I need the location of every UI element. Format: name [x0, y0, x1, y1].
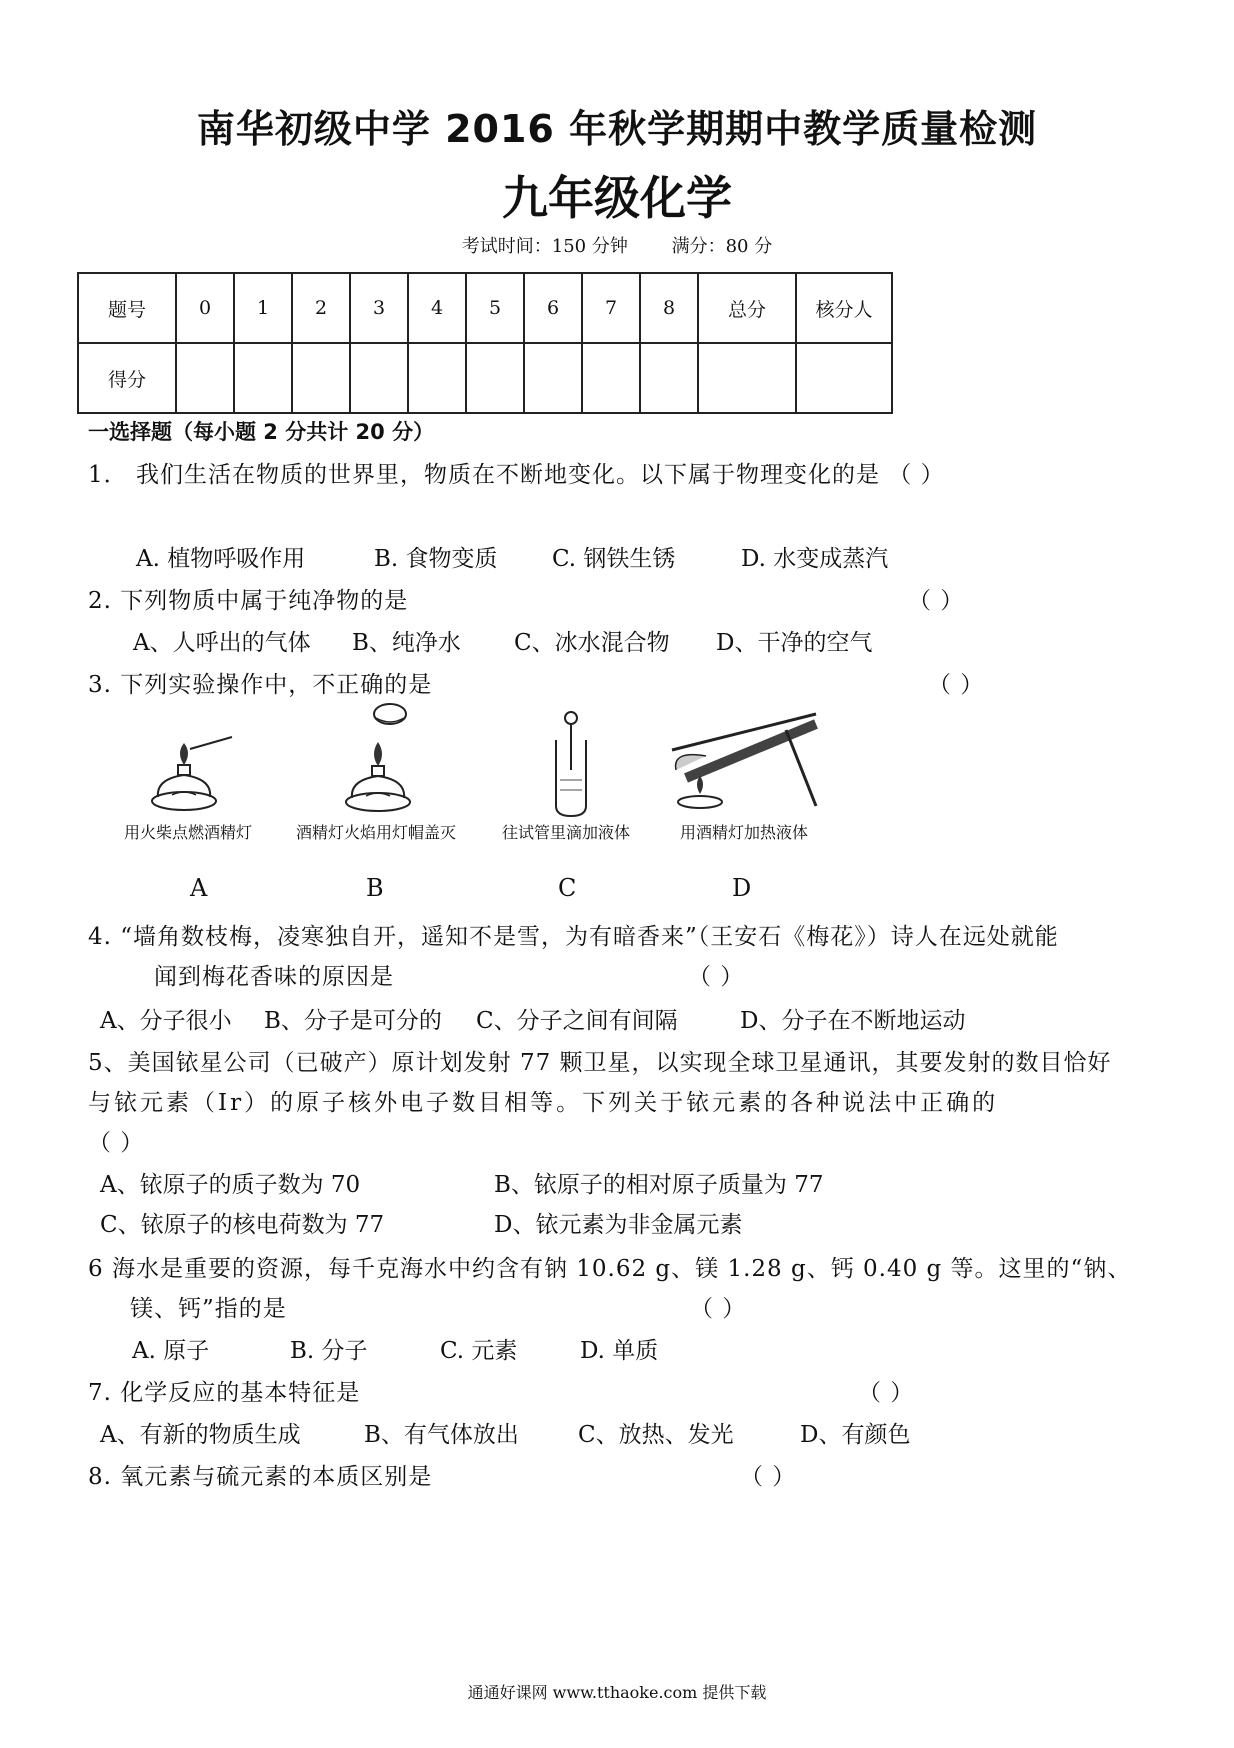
heating-liquid-illustration	[666, 710, 826, 815]
score-cell: 6	[524, 273, 582, 343]
score-cell: 5	[466, 273, 524, 343]
q1-option-a: A. 植物呼吸作用	[136, 546, 306, 572]
score-cell: 3	[350, 273, 408, 343]
q3-caption-d: 用酒精灯加热液体	[680, 823, 809, 842]
score-input-cell[interactable]	[640, 343, 698, 413]
q4-option-b: B、分子是可分的	[264, 1008, 442, 1034]
alcohol-lamp-match-illustration	[144, 735, 244, 815]
score-input-cell[interactable]	[292, 343, 350, 413]
q1-option-b: B. 食物变质	[374, 546, 498, 572]
exam-time: 考试时间：150 分钟	[461, 236, 628, 257]
q5-option-c: C、铱原子的核电荷数为 77	[100, 1212, 385, 1238]
q3-label-c: C	[558, 874, 577, 902]
q5-answer-bracket: （ ）	[88, 1130, 145, 1156]
question-4: 4. “墙角数枝梅，凌寒独自开，遥知不是雪，为有暗香来”（王安石《梅花》）诗人在远处就能	[88, 924, 1059, 950]
q4-option-d: D、分子在不断地运动	[740, 1008, 966, 1034]
score-input-cell[interactable]	[466, 343, 524, 413]
q2-option-c: C、冰水混合物	[514, 630, 670, 656]
question-1: 1． 我们生活在物质的世界里，物质在不断地变化。以下属于物理变化的是 （ ）	[88, 462, 945, 488]
score-cell: 得分	[78, 343, 176, 413]
score-input-cell[interactable]	[176, 343, 234, 413]
question-5: 5、美国铱星公司（已破产）原计划发射 77 颗卫星，以实现全球卫星通讯，其要发射的数目恰好	[88, 1050, 1112, 1076]
question-6: 6 海水是重要的资源，每千克海水中约含有钠 10.62 g、镁 1.28 g、钙 0.40 g 等。这里的“钠、	[88, 1256, 1132, 1282]
lamp-cap-illustration	[332, 702, 432, 817]
footer-source: 通通好课网 www.tthaoke.com 提供下载	[467, 1683, 767, 1702]
score-cell: 4	[408, 273, 466, 343]
score-cell: 核分人	[796, 273, 892, 343]
q4-option-c: C、分子之间有间隔	[476, 1008, 678, 1034]
q3-answer-bracket: （ ）	[928, 672, 985, 698]
score-input-cell[interactable]	[796, 343, 892, 413]
score-input-cell[interactable]	[234, 343, 292, 413]
q7-answer-bracket: （ ）	[858, 1380, 915, 1406]
score-input-cell[interactable]	[350, 343, 408, 413]
q7-option-d: D、有颜色	[800, 1422, 911, 1448]
q4-answer-bracket: （ ）	[688, 964, 745, 990]
q8-answer-bracket: （ ）	[740, 1464, 797, 1490]
q2-option-a: A、人呼出的气体	[133, 630, 311, 656]
q7-option-b: B、有气体放出	[364, 1422, 519, 1448]
q5-option-a: A、铱原子的质子数为 70	[100, 1172, 361, 1198]
q4-option-a: A、分子很小	[100, 1008, 232, 1034]
q6-option-a: A. 原子	[132, 1338, 210, 1364]
q6-answer-bracket: （ ）	[690, 1296, 747, 1322]
test-tube-dropper-illustration	[546, 710, 596, 820]
score-input-cell[interactable]	[524, 343, 582, 413]
q3-label-b: B	[366, 874, 384, 902]
score-cell: 1	[234, 273, 292, 343]
q5-option-b: B、铱原子的相对原子质量为 77	[494, 1172, 824, 1198]
q2-answer-bracket: （ ）	[908, 588, 965, 614]
question-3: 3. 下列实验操作中，不正确的是	[88, 672, 433, 698]
q6-option-d: D. 单质	[580, 1338, 659, 1364]
exam-title: 南华初级中学 2016 年秋学期期中教学质量检测	[196, 107, 1038, 151]
q3-caption-a: 用火柴点燃酒精灯	[124, 823, 253, 842]
section-heading: 一选择题（每小题 2 分共计 20 分）	[88, 420, 435, 444]
score-table-header-row	[78, 273, 892, 343]
q2-option-b: B、纯净水	[352, 630, 461, 656]
score-cell: 题号	[78, 273, 176, 343]
question-2: 2. 下列物质中属于纯净物的是	[88, 588, 409, 614]
score-cell: 8	[640, 273, 698, 343]
q1-option-c: C. 钢铁生锈	[552, 546, 676, 572]
q3-label-d: D	[732, 874, 752, 902]
question-7: 7. 化学反应的基本特征是	[88, 1380, 361, 1406]
score-table	[77, 272, 893, 414]
q3-caption-c: 往试管里滴加液体	[502, 823, 631, 842]
q3-label-a: A	[190, 874, 208, 902]
full-score: 满分：80 分	[671, 236, 773, 257]
exam-subtitle: 九年级化学	[502, 171, 732, 225]
score-cell: 7	[582, 273, 640, 343]
q2-option-d: D、干净的空气	[716, 630, 873, 656]
score-cell: 0	[176, 273, 234, 343]
score-input-cell[interactable]	[582, 343, 640, 413]
q5-option-d: D、铱元素为非金属元素	[494, 1212, 743, 1238]
q7-option-c: C、放热、发光	[578, 1422, 734, 1448]
exam-meta	[0, 232, 1234, 258]
q1-option-d: D. 水变成蒸汽	[741, 546, 889, 572]
q6-option-c: C. 元素	[440, 1338, 518, 1364]
score-cell: 2	[292, 273, 350, 343]
score-cell: 总分	[698, 273, 796, 343]
score-input-cell[interactable]	[408, 343, 466, 413]
question-4-line2: 闻到梅花香味的原因是	[154, 964, 394, 990]
q3-caption-b: 酒精灯火焰用灯帽盖灭	[296, 823, 457, 842]
score-input-cell[interactable]	[698, 343, 796, 413]
question-8: 8. 氧元素与硫元素的本质区别是	[88, 1464, 433, 1490]
q6-option-b: B. 分子	[290, 1338, 368, 1364]
question-5-line2: 与铱元素（Ir）的原子核外电子数目相等。下列关于铱元素的各种说法中正确的	[88, 1090, 999, 1116]
score-table-score-row	[78, 343, 892, 413]
q7-option-a: A、有新的物质生成	[100, 1422, 301, 1448]
question-6-line2: 镁、钙”指的是	[130, 1296, 287, 1322]
